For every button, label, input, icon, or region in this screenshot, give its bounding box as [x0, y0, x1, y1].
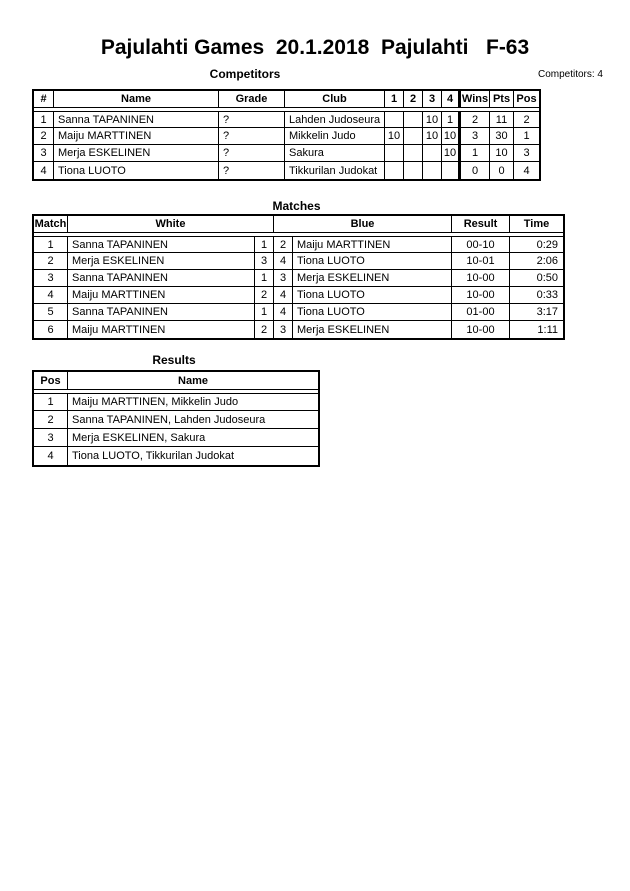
results-table: [32, 370, 320, 467]
results-cell-name: Maiju MARTTINEN, Mikkelin Judo: [68, 393, 318, 411]
matches-cell-result: 00-10: [452, 236, 510, 253]
matches-cell-blue: Maiju MARTTINEN: [293, 236, 452, 253]
matches-cell-result: 10-00: [452, 270, 510, 287]
matches-cell-result: 01-00: [452, 304, 510, 321]
results-header-row: [34, 372, 318, 390]
results-cell-pos: 4: [34, 447, 68, 465]
competitors-header-pts: Pts: [490, 91, 514, 108]
matches-cell-time: 1:11: [537, 323, 558, 336]
competitors-cell-grade: ?: [219, 162, 285, 179]
matches-row: [34, 236, 563, 253]
matches-header-white: White: [68, 216, 274, 233]
matches-cell-white_num: 1: [255, 236, 274, 253]
matches-cell-result: 10-00: [452, 287, 510, 304]
competitors-header-r4: 4: [442, 91, 459, 108]
results-section-title: Results: [152, 353, 196, 367]
matches-table: [32, 214, 565, 340]
matches-cell-blue_num: 2: [274, 236, 293, 253]
competitors-cell-grade: ?: [219, 145, 285, 162]
competitors-cell-r1: [385, 162, 404, 179]
competitors-cell-club: Sakura: [285, 145, 385, 162]
competitors-cell-r4: [442, 162, 459, 179]
matches-cell-time: 0:33: [510, 287, 563, 304]
competitors-cell-grade: ?: [219, 128, 285, 145]
matches-cell-white_num: 3: [255, 253, 274, 270]
competitors-cell-r3: 10: [423, 128, 442, 145]
competitors-cell-wins: 2: [459, 111, 490, 128]
results-row: [34, 447, 318, 465]
competitors-header-wins: Wins: [459, 91, 490, 108]
matches-row: [34, 270, 563, 287]
competitors-header-name: Name: [54, 91, 219, 108]
competitors-cell-r2: [404, 162, 423, 179]
matches-row: [34, 287, 563, 304]
matches-cell-result: 10-01: [452, 253, 510, 270]
competitors-cell-r1: [385, 145, 404, 162]
results-cell-name: Tiona LUOTO, Tikkurilan Judokat: [72, 450, 235, 462]
competitors-cell-r3: [423, 162, 442, 179]
competitors-cell-r1: 10: [385, 128, 404, 145]
competitors-cell-num: 4: [34, 162, 54, 179]
competitors-row: [34, 162, 539, 179]
matches-cell-match: 6: [34, 321, 68, 338]
results-row: [34, 393, 318, 411]
competitors-cell-name: Sanna TAPANINEN: [54, 111, 219, 128]
matches-cell-match: 1: [34, 236, 68, 253]
competitors-cell-r2: [404, 128, 423, 145]
competitors-header-row: [34, 91, 539, 108]
matches-cell-time: 2:06: [510, 253, 563, 270]
competitors-cell-name: Maiju MARTTINEN: [54, 128, 219, 145]
competitors-cell-r4: 10: [442, 128, 459, 145]
competitors-row: [34, 128, 539, 145]
competitors-cell-wins: 0: [459, 162, 490, 179]
competitors-cell-pos: 1: [514, 128, 539, 145]
matches-cell-white_num: 2: [255, 321, 274, 338]
results-header-pos: Pos: [34, 372, 68, 390]
matches-section-title: Matches: [272, 199, 321, 213]
competitors-cell-pts: 11: [490, 111, 514, 128]
competitors-row: [34, 111, 539, 128]
competitors-cell-r4: 10: [442, 145, 459, 162]
competitors-cell-num: 2: [34, 128, 54, 145]
competitors-cell-r2: [404, 111, 423, 128]
matches-cell-time: 0:50: [510, 270, 563, 287]
matches-row: [34, 321, 563, 338]
competitors-cell-pts: 30: [490, 128, 514, 145]
competitors-cell-num: 1: [34, 111, 54, 128]
competitors-cell-r3: [423, 145, 442, 162]
matches-header-time: Time: [510, 216, 563, 233]
results-row: [34, 429, 318, 447]
results-cell-name: Merja ESKELINEN, Sakura: [68, 429, 318, 447]
matches-cell-white_num: 1: [255, 304, 274, 321]
competitors-cell-r2: [404, 145, 423, 162]
matches-row: [34, 253, 563, 270]
matches-cell-match: 2: [34, 253, 68, 270]
matches-cell-blue: Tiona LUOTO: [293, 287, 452, 304]
competitors-count-label: Competitors: 4: [537, 69, 603, 80]
matches-cell-white: Sanna TAPANINEN: [68, 304, 255, 321]
matches-cell-result: 10-00: [452, 321, 510, 338]
matches-header-result: Result: [452, 216, 510, 233]
matches-cell-time: 0:29: [510, 236, 563, 253]
matches-cell-blue_num: 4: [274, 253, 293, 270]
competitors-cell-name: Tiona LUOTO: [54, 162, 219, 179]
matches-cell-blue: Tiona LUOTO: [293, 304, 452, 321]
matches-cell-blue_num: 3: [274, 270, 293, 287]
matches-header-blue: Blue: [274, 216, 452, 233]
matches-header-match: Match: [34, 216, 68, 233]
competitors-cell-club: Tikkurilan Judokat: [285, 162, 385, 179]
competitors-cell-club: Lahden Judoseura: [285, 111, 385, 128]
matches-cell-blue_num: 3: [274, 321, 293, 338]
competitors-cell-name: Merja ESKELINEN: [54, 145, 219, 162]
competitors-header-num: #: [34, 91, 54, 108]
competitors-cell-pts: 10: [490, 145, 514, 162]
competitors-header-club: Club: [285, 91, 385, 108]
competitors-header-pos: Pos: [514, 91, 539, 108]
matches-cell-white: Sanna TAPANINEN: [68, 236, 255, 253]
competitors-cell-wins: 1: [459, 145, 490, 162]
matches-cell-time: 3:17: [510, 304, 563, 321]
competitors-row: [34, 145, 539, 162]
results-cell-pos: 1: [34, 393, 68, 411]
competitors-cell-r1: [385, 111, 404, 128]
competitors-cell-r4: 1: [442, 111, 459, 128]
competitors-cell-pos: 2: [514, 111, 539, 128]
matches-cell-blue_num: 4: [274, 304, 293, 321]
matches-cell-match: 5: [34, 304, 68, 321]
matches-cell-white_num: 2: [255, 287, 274, 304]
matches-header-row: [34, 216, 563, 233]
competitors-header-r2: 2: [404, 91, 423, 108]
matches-cell-white: Sanna TAPANINEN: [68, 270, 255, 287]
page-title: Pajulahti Games 20.1.2018 Pajulahti F-63: [100, 36, 530, 59]
matches-cell-blue: Tiona LUOTO: [293, 253, 452, 270]
competitors-section-title: Competitors: [209, 67, 281, 81]
competitors-cell-pos: 3: [514, 145, 539, 162]
matches-cell-match: 3: [34, 270, 68, 287]
matches-cell-white: Maiju MARTTINEN: [68, 321, 255, 338]
competitors-cell-grade: ?: [219, 111, 285, 128]
competitors-cell-num: 3: [34, 145, 54, 162]
results-row: [34, 411, 318, 429]
results-cell-pos: 3: [34, 429, 68, 447]
matches-cell-blue: Merja ESKELINEN: [293, 270, 452, 287]
results-cell-name: Sanna TAPANINEN, Lahden Judoseura: [68, 411, 318, 429]
matches-cell-white: Merja ESKELINEN: [68, 253, 255, 270]
matches-cell-match: 4: [34, 287, 68, 304]
matches-cell-white_num: 1: [255, 270, 274, 287]
matches-cell-blue_num: 4: [274, 287, 293, 304]
competitors-cell-r3: 10: [423, 111, 442, 128]
competitors-header-r3: 3: [423, 91, 442, 108]
competitors-cell-club: Mikkelin Judo: [285, 128, 385, 145]
matches-cell-white: Maiju MARTTINEN: [68, 287, 255, 304]
competitors-table: [32, 89, 541, 181]
competitors-header-r1: 1: [385, 91, 404, 108]
matches-cell-blue: Merja ESKELINEN: [293, 321, 452, 338]
competitors-header-grade: Grade: [219, 91, 285, 108]
competitors-cell-wins: 3: [459, 128, 490, 145]
results-header-name: Name: [68, 372, 318, 390]
results-cell-pos: 2: [34, 411, 68, 429]
competitors-cell-pos: 4: [523, 164, 530, 177]
competitors-cell-pts: 0: [490, 162, 514, 179]
matches-row: [34, 304, 563, 321]
